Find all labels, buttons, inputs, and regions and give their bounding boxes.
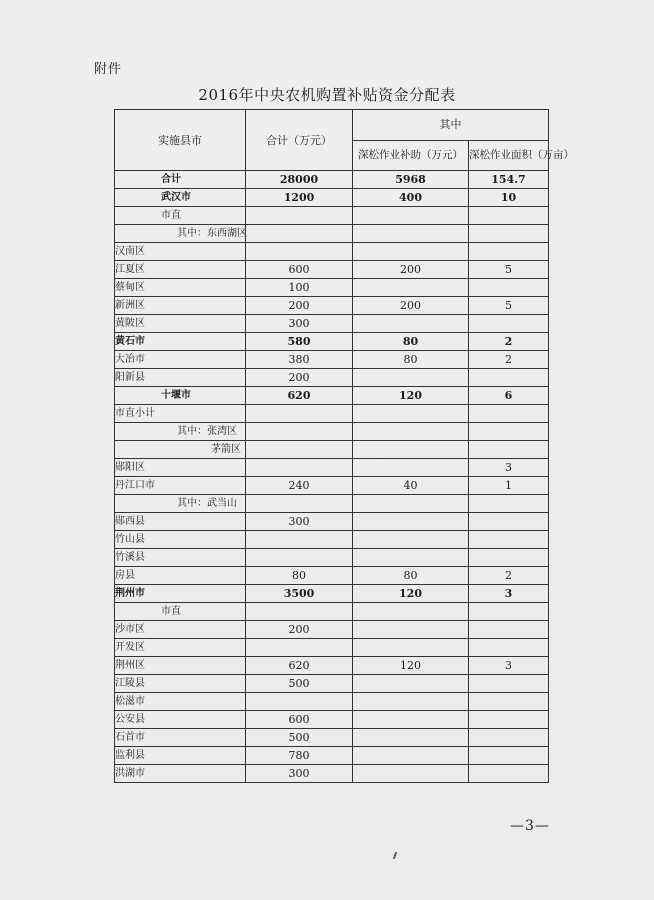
table-row — [115, 621, 549, 639]
table-row — [115, 513, 549, 531]
area-cell — [469, 441, 549, 459]
region-cell: 汉南区 — [115, 243, 246, 261]
area-cell: 154.7 — [469, 171, 549, 189]
subsidy-cell — [353, 315, 469, 333]
region-cell: 沙市区 — [115, 621, 246, 639]
area-cell — [469, 711, 549, 729]
subsidy-cell — [353, 675, 469, 693]
region-cell: 黄石市 — [115, 333, 246, 351]
page-number: —3— — [510, 818, 550, 834]
subsidy-cell — [353, 405, 469, 423]
area-cell: 6 — [469, 387, 549, 405]
table-row — [115, 477, 549, 495]
subsidy-cell — [353, 513, 469, 531]
table-row — [115, 369, 549, 387]
subsidy-cell — [353, 747, 469, 765]
total-cell — [246, 549, 353, 567]
area-cell: 3 — [469, 585, 549, 603]
table-row — [115, 171, 549, 189]
region-cell: 武汉市 — [115, 189, 246, 207]
area-cell — [469, 495, 549, 513]
subsidy-cell — [353, 603, 469, 621]
total-cell: 620 — [246, 657, 353, 675]
total-cell: 200 — [246, 297, 353, 315]
total-cell: 28000 — [246, 171, 353, 189]
region-cell: 监利县 — [115, 747, 246, 765]
table-row — [115, 243, 549, 261]
region-cell: 郧西县 — [115, 513, 246, 531]
total-cell — [246, 531, 353, 549]
subsidy-cell: 120 — [353, 585, 469, 603]
total-cell: 300 — [246, 315, 353, 333]
total-cell — [246, 639, 353, 657]
area-cell — [469, 279, 549, 297]
subsidy-cell: 80 — [353, 333, 469, 351]
table-row — [115, 693, 549, 711]
total-cell — [246, 441, 353, 459]
area-cell: 3 — [469, 459, 549, 477]
region-cell: 茅箭区 — [115, 441, 246, 459]
region-cell: 郧阳区 — [115, 459, 246, 477]
table-row — [115, 495, 549, 513]
subsidy-cell — [353, 369, 469, 387]
subsidy-cell: 200 — [353, 297, 469, 315]
subsidy-cell — [353, 495, 469, 513]
table-row — [115, 261, 549, 279]
header-of-which: 其中 — [353, 110, 549, 141]
region-cell: 竹山县 — [115, 531, 246, 549]
region-cell: 石首市 — [115, 729, 246, 747]
area-cell: 2 — [469, 351, 549, 369]
document-title: 2016年中央农机购置补贴资金分配表 — [198, 86, 456, 104]
area-cell — [469, 315, 549, 333]
area-cell — [469, 729, 549, 747]
total-cell: 200 — [246, 369, 353, 387]
total-cell: 1200 — [246, 189, 353, 207]
region-cell: 大冶市 — [115, 351, 246, 369]
table-row — [115, 351, 549, 369]
subsidy-cell: 200 — [353, 261, 469, 279]
area-cell — [469, 747, 549, 765]
total-cell — [246, 693, 353, 711]
region-cell: 新洲区 — [115, 297, 246, 315]
subsidy-cell — [353, 711, 469, 729]
subsidy-cell — [353, 225, 469, 243]
area-cell: 2 — [469, 567, 549, 585]
table-row — [115, 441, 549, 459]
total-cell: 600 — [246, 711, 353, 729]
table-row — [115, 297, 549, 315]
total-cell: 300 — [246, 513, 353, 531]
area-cell: 10 — [469, 189, 549, 207]
subsidy-cell — [353, 279, 469, 297]
area-cell — [469, 621, 549, 639]
total-cell: 380 — [246, 351, 353, 369]
table-row — [115, 585, 549, 603]
table-row — [115, 657, 549, 675]
region-cell: 其中：张湾区 — [115, 423, 246, 441]
total-cell: 240 — [246, 477, 353, 495]
area-cell — [469, 423, 549, 441]
area-cell: 1 — [469, 477, 549, 495]
subsidy-cell: 80 — [353, 567, 469, 585]
total-cell: 100 — [246, 279, 353, 297]
total-cell — [246, 207, 353, 225]
area-cell — [469, 207, 549, 225]
subsidy-cell — [353, 765, 469, 783]
subsidy-cell — [353, 549, 469, 567]
region-cell: 公安县 — [115, 711, 246, 729]
area-cell — [469, 693, 549, 711]
area-cell: 5 — [469, 297, 549, 315]
subsidy-cell — [353, 207, 469, 225]
area-cell — [469, 603, 549, 621]
total-cell: 3500 — [246, 585, 353, 603]
subsidy-cell — [353, 621, 469, 639]
table-row — [115, 711, 549, 729]
total-cell: 300 — [246, 765, 353, 783]
total-cell: 80 — [246, 567, 353, 585]
region-cell: 其中：东西湖区 — [115, 225, 246, 243]
subsidy-cell: 40 — [353, 477, 469, 495]
table-row — [115, 387, 549, 405]
subsidy-cell: 5968 — [353, 171, 469, 189]
area-cell — [469, 225, 549, 243]
table-row — [115, 189, 549, 207]
total-cell — [246, 243, 353, 261]
area-cell — [469, 513, 549, 531]
total-cell: 600 — [246, 261, 353, 279]
table-row — [115, 747, 549, 765]
total-cell: 620 — [246, 387, 353, 405]
region-cell: 荆州区 — [115, 657, 246, 675]
header-total: 合计（万元） — [246, 110, 353, 171]
region-cell: 十堰市 — [115, 387, 246, 405]
subsidy-cell — [353, 729, 469, 747]
subsidy-cell — [353, 693, 469, 711]
subsidy-cell — [353, 459, 469, 477]
scan-mark — [393, 852, 397, 859]
table-row — [115, 567, 549, 585]
subsidy-cell — [353, 531, 469, 549]
region-cell: 其中：武当山 — [115, 495, 246, 513]
total-cell — [246, 405, 353, 423]
region-cell: 荆州市 — [115, 585, 246, 603]
table-row — [115, 225, 549, 243]
region-cell: 市直小计 — [115, 405, 246, 423]
region-cell: 合计 — [115, 171, 246, 189]
table-row — [115, 549, 549, 567]
table-row — [115, 729, 549, 747]
region-cell: 竹溪县 — [115, 549, 246, 567]
total-cell: 780 — [246, 747, 353, 765]
table-row — [115, 459, 549, 477]
header-area: 深松作业面积（万亩） — [469, 140, 549, 171]
subsidy-cell — [353, 243, 469, 261]
subsidy-cell — [353, 639, 469, 657]
total-cell: 500 — [246, 675, 353, 693]
table-row — [115, 279, 549, 297]
total-cell — [246, 423, 353, 441]
area-cell — [469, 639, 549, 657]
total-cell — [246, 225, 353, 243]
region-cell: 开发区 — [115, 639, 246, 657]
table-row — [115, 315, 549, 333]
subsidy-cell: 120 — [353, 387, 469, 405]
attachment-label: 附件 — [94, 62, 123, 77]
total-cell — [246, 495, 353, 513]
total-cell — [246, 603, 353, 621]
subsidy-cell — [353, 423, 469, 441]
area-cell — [469, 243, 549, 261]
table-row — [115, 423, 549, 441]
area-cell: 2 — [469, 333, 549, 351]
subsidy-cell: 120 — [353, 657, 469, 675]
table-row — [115, 207, 549, 225]
table-header — [115, 110, 574, 171]
area-cell — [469, 531, 549, 549]
region-cell: 阳新县 — [115, 369, 246, 387]
region-cell: 市直 — [115, 207, 246, 225]
region-cell: 房县 — [115, 567, 246, 585]
header-subsidy: 深松作业补助（万元） — [353, 140, 469, 171]
region-cell: 蔡甸区 — [115, 279, 246, 297]
area-cell: 5 — [469, 261, 549, 279]
area-cell — [469, 405, 549, 423]
table-row — [115, 405, 549, 423]
subsidy-cell: 400 — [353, 189, 469, 207]
area-cell: 3 — [469, 657, 549, 675]
area-cell — [469, 765, 549, 783]
region-cell: 丹江口市 — [115, 477, 246, 495]
table-row — [115, 531, 549, 549]
header-region: 实施县市 — [115, 110, 246, 171]
area-cell — [469, 549, 549, 567]
table-row — [115, 603, 549, 621]
table-body — [115, 171, 549, 783]
region-cell: 市直 — [115, 603, 246, 621]
total-cell — [246, 459, 353, 477]
table-row — [115, 333, 549, 351]
table-row — [115, 675, 549, 693]
region-cell: 洪湖市 — [115, 765, 246, 783]
table-row — [115, 765, 549, 783]
total-cell: 580 — [246, 333, 353, 351]
allocation-table — [114, 109, 574, 783]
region-cell: 松滋市 — [115, 693, 246, 711]
region-cell: 江陵县 — [115, 675, 246, 693]
subsidy-cell: 80 — [353, 351, 469, 369]
total-cell: 200 — [246, 621, 353, 639]
subsidy-cell — [353, 441, 469, 459]
region-cell: 江夏区 — [115, 261, 246, 279]
region-cell: 黄陂区 — [115, 315, 246, 333]
area-cell — [469, 675, 549, 693]
table-row — [115, 639, 549, 657]
total-cell: 500 — [246, 729, 353, 747]
area-cell — [469, 369, 549, 387]
